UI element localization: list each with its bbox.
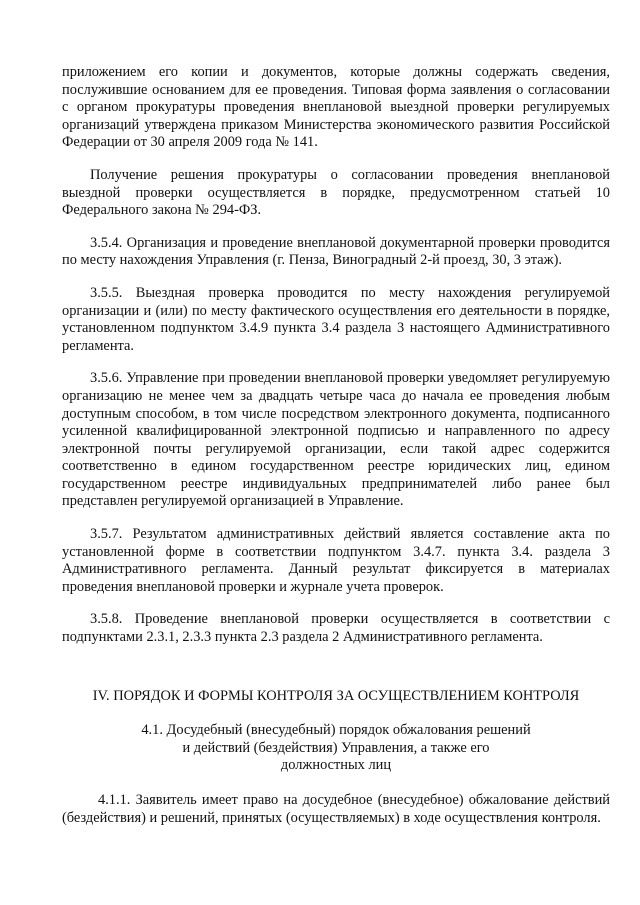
paragraph-prosecutor-decision: Получение решения прокуратуры о согласовании проведения внеплановой выездной проверки осуществляется в порядке, предусмотренном статьей 10 Федерального закона № 294-ФЗ. bbox=[62, 166, 610, 219]
paragraph-3-5-8: 3.5.8. Проведение внеплановой проверки осуществляется в соответствии с подпунктами 2.3.1, 2.3.3 пункта 2.3 раздела 2 Административного регламента. bbox=[62, 611, 610, 646]
paragraph-3-5-6: 3.5.6. Управление при проведении внеплановой проверки уведомляет регулируемую организацию не менее чем за двадцать четыре часа до начала ее проведения любым доступным способом, в том числе посредством электронного документа, подписанного усиленной квалифицированной электронной подписью и направленного по адресу электронной почты регулируемой организации, если такой адрес содержится соответственно в едином государственном реестре юридических лиц, едином государственном реестре индивидуальных предпринимателей либо ранее был представлен регулируемой организацией в Управление. bbox=[62, 370, 610, 510]
paragraph-3-5-5: 3.5.5. Выездная проверка проводится по месту нахождения регулируемой организации и (или) по месту фактического осуществления его деятельности в порядке, установленном подпунктом 3.4.9 пункта 3.4 раздела 3 настоящего Административного регламента. bbox=[62, 284, 610, 354]
paragraph-continuation: приложением его копии и документов, которые должны содержать сведения, послужившие основанием для ее проведения. Типовая форма заявления о согласовании с органом прокуратуры проведения внеплановой выездной проверки регулируемых организаций утверждена приказом Министерства экономического развития Российской Федерации от 30 апреля 2009 года № 141. bbox=[62, 64, 610, 151]
subsection-title: 4.1. Досудебный (внесудебный) порядок обжалования решений и действий (бездействия) Управления, а также его должностных лиц bbox=[141, 722, 531, 774]
paragraph-3-5-7: 3.5.7. Результатом административных действий является составление акта по установленной форме в соответствии подпунктом 3.4.7. пункта 3.4. раздела 3 Административного регламента. Данный результат фиксируется в материалах проведения внеплановой проверки и журнале учета проверок. bbox=[62, 526, 610, 595]
section-title: IV. ПОРЯДОК И ФОРМЫ КОНТРОЛЯ ЗА ОСУЩЕСТВЛЕНИЕМ КОНТРОЛЯ bbox=[92, 687, 580, 704]
paragraph-4-1-1: 4.1.1. Заявитель имеет право на досудебное (внесудебное) обжалование действий (бездействия) и решений, принятых (осуществляемых) в ходе осуществления контроля. bbox=[62, 792, 610, 826]
paragraph-3-5-4: 3.5.4. Организация и проведение внеплановой документарной проверки проводится по месту нахождения Управления (г. Пенза, Виноградный 2-й проезд, 30, 3 этаж). bbox=[62, 234, 610, 269]
